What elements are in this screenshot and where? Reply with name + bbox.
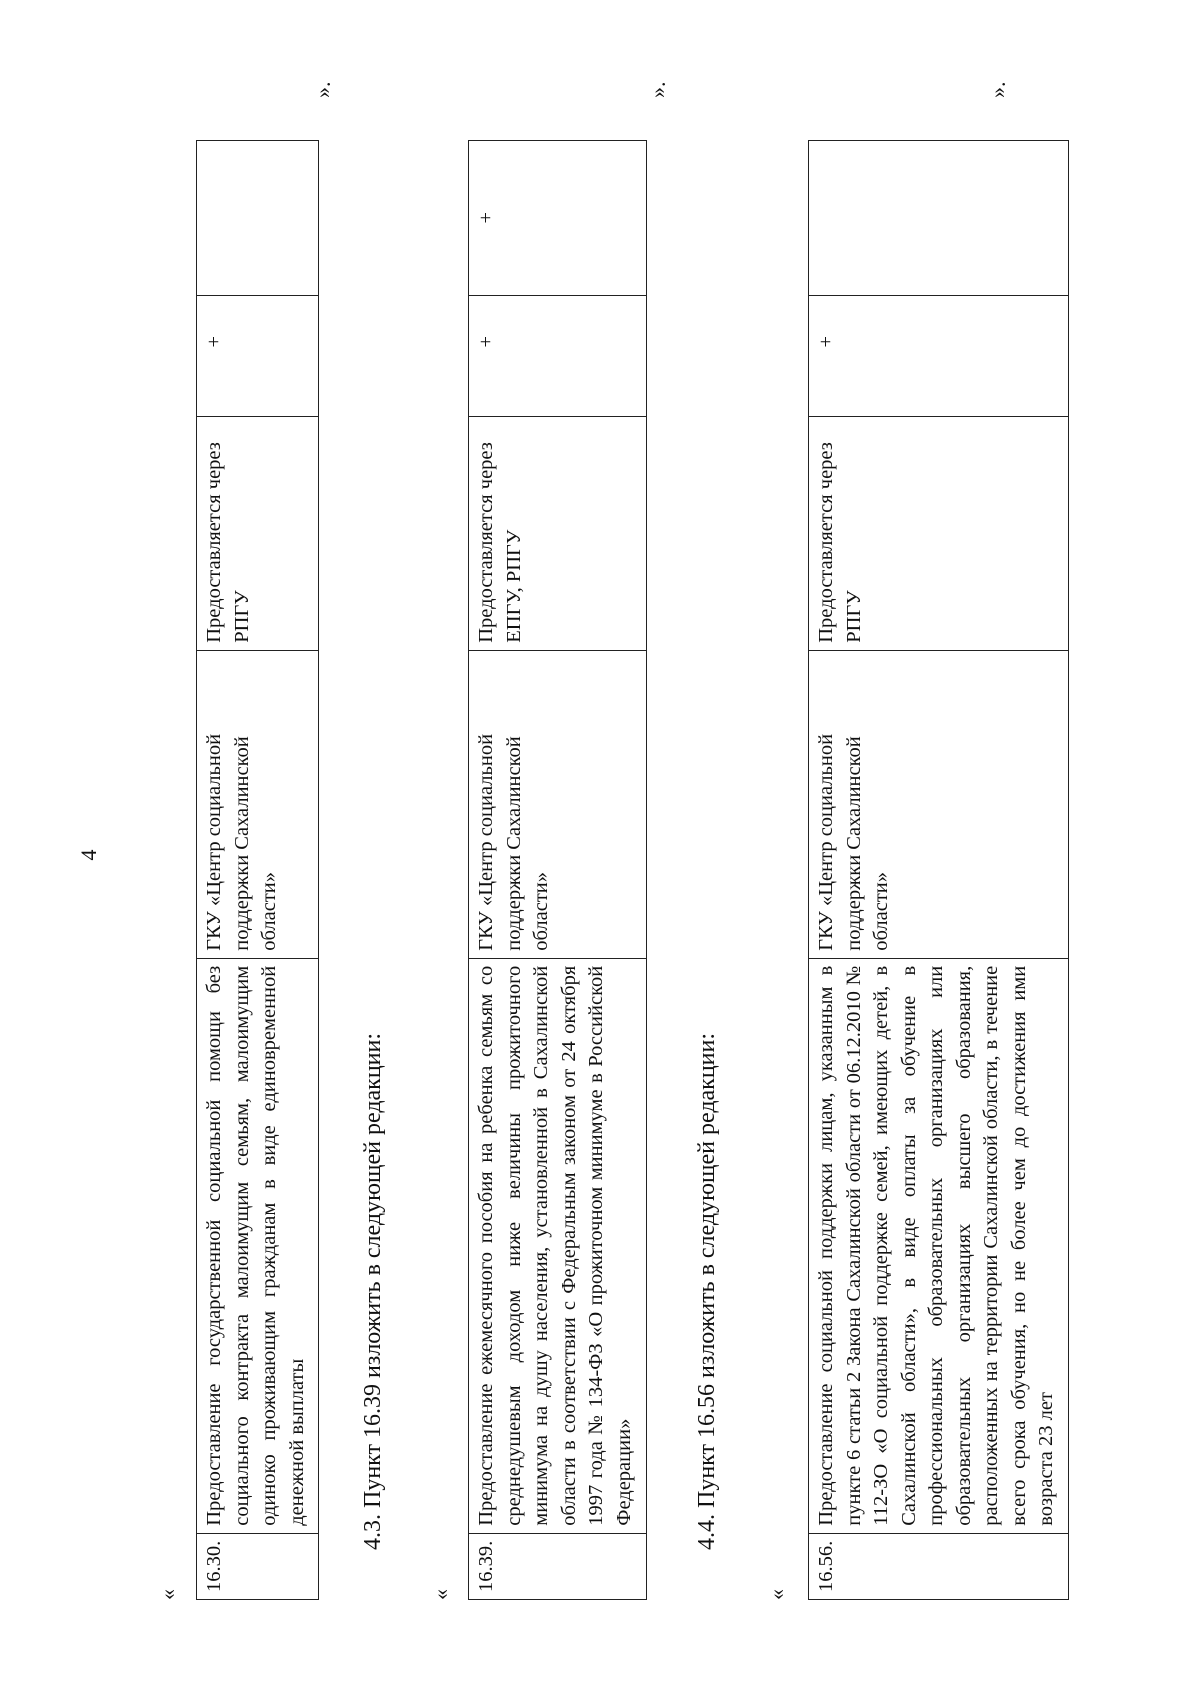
mark-column-5: + xyxy=(197,295,319,416)
mark-column-6 xyxy=(197,140,319,295)
service-organization: ГКУ «Центр социальной поддержки Сахалинской области» xyxy=(197,650,319,958)
row-number: 16.56. xyxy=(809,1533,1069,1599)
provision-channel: Предоставляется через РПГУ xyxy=(197,416,319,650)
service-description: Предоставление государственной социальной помощи без социального контракта малоимущим семьям, малоимущим одиноко проживающим гражданам в виде единовременной денежной выплаты xyxy=(197,958,319,1533)
open-quote: « xyxy=(428,1589,453,1600)
mark-column-6 xyxy=(809,140,1069,295)
service-organization: ГКУ «Центр социальной поддержки Сахалинской области» xyxy=(469,650,647,958)
service-description: Предоставление социальной поддержки лицам, указанным в пункте 6 статьи 2 Закона Сахалинской области от 06.12.2010 № 112-ЗО «О социальной поддержке семей, имеющих детей, в Сахалинской области», в виде оплаты за обучение в профессиональных образовательных организациях или образовательных организациях высшего образования, расположенных на территории Сахалинской области, в течение всего срока обучения, но не более чем до достижения ими возраста 23 лет xyxy=(809,958,1069,1533)
table-row-16-30 xyxy=(196,140,319,1600)
table-row-16-56 xyxy=(808,140,1069,1600)
mark-column-6: + xyxy=(469,140,647,295)
section-heading-4-4: 4.4. Пункт 16.56 изложить в следующей редакции: xyxy=(694,1032,720,1550)
service-organization: ГКУ «Центр социальной поддержки Сахалинской области» xyxy=(809,650,1069,958)
row-number: 16.39. xyxy=(469,1533,647,1599)
open-quote: « xyxy=(155,1589,180,1600)
close-quote: ». xyxy=(645,81,670,98)
table-row-16-39 xyxy=(468,140,647,1600)
close-quote: ». xyxy=(310,81,335,98)
service-description: Предоставление ежемесячного пособия на ребенка семьям со среднедушевым доходом ниже величины прожиточного минимума на душу населения, установленной в Сахалинской области в соответствии с Федеральным законом от 24 октября 1997 года № 134-ФЗ «О прожиточном минимуме в Российской Федерации» xyxy=(469,958,647,1533)
mark-column-5: + xyxy=(469,295,647,416)
mark-column-5: + xyxy=(809,295,1069,416)
provision-channel: Предоставляется через РПГУ xyxy=(809,416,1069,650)
close-quote: ». xyxy=(985,81,1010,98)
section-heading-4-3: 4.3. Пункт 16.39 изложить в следующей редакции: xyxy=(360,1032,386,1550)
row-number: 16.30. xyxy=(197,1533,319,1599)
provision-channel: Предоставляется через ЕПГУ, РПГУ xyxy=(469,416,647,650)
page-number: 4 xyxy=(76,849,101,861)
open-quote: « xyxy=(764,1589,789,1600)
